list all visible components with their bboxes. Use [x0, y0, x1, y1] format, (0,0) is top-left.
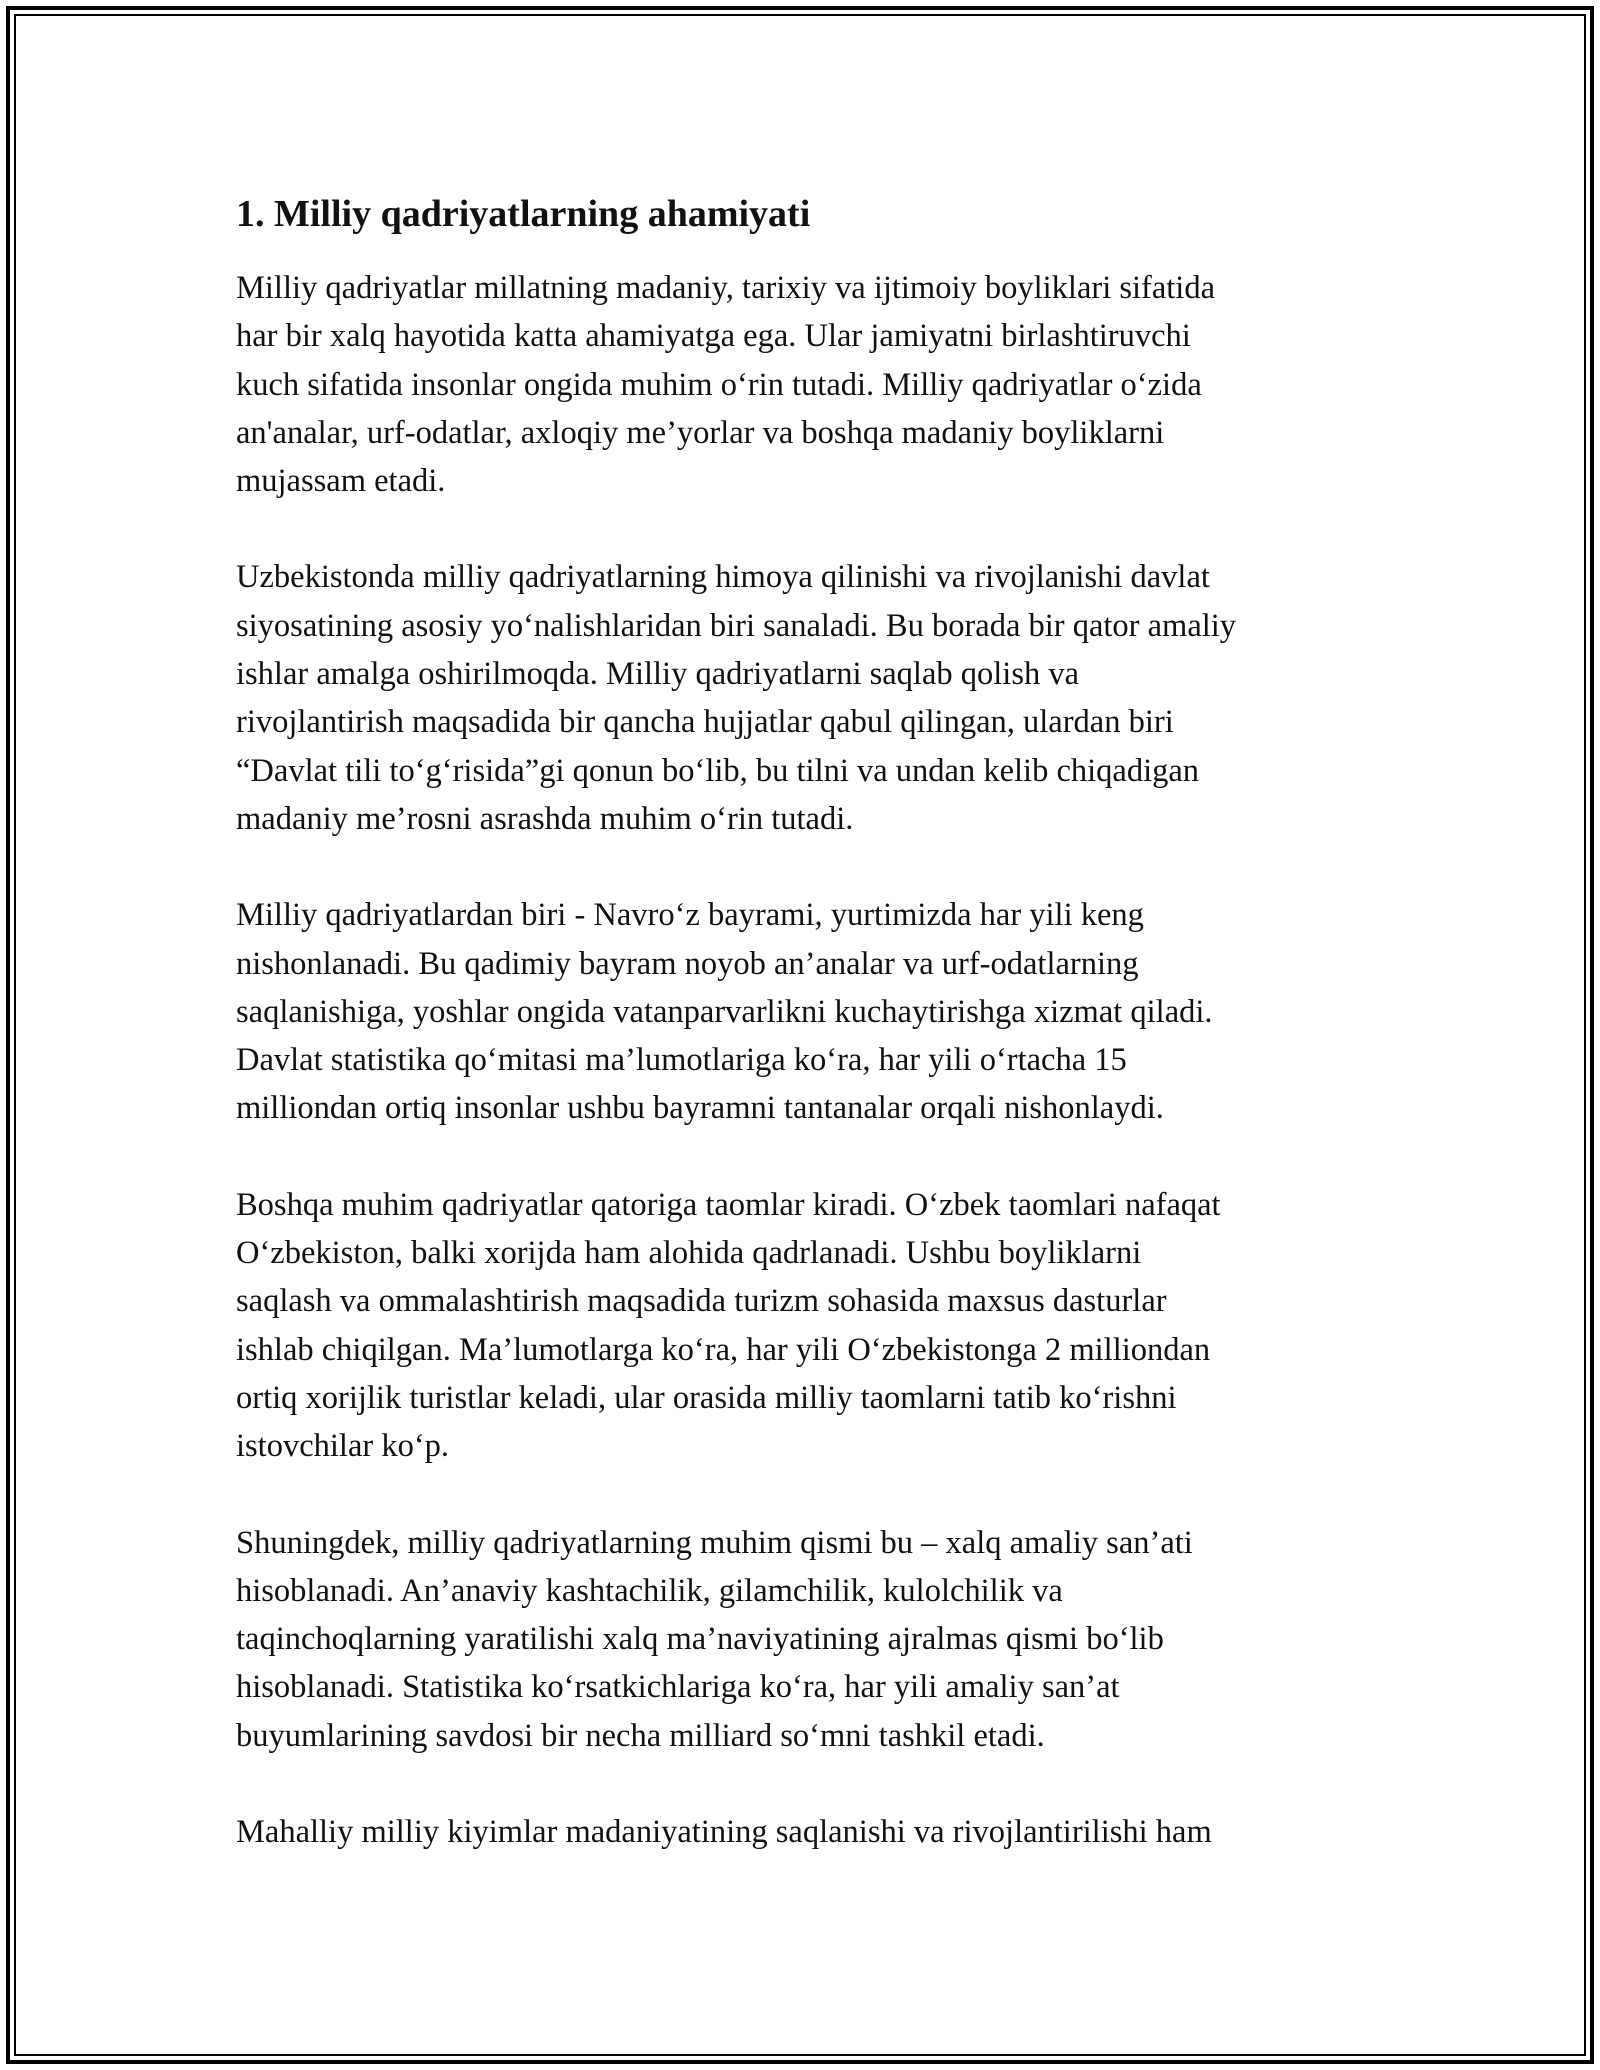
paragraph-4	[236, 1181, 1376, 1471]
text-line: Uzbekistonda milliy qadriyatlarning himoya qilinishi va rivojlanishi davlat	[236, 559, 1210, 596]
text-line: ortiq xorijlik turistlar keladi, ular orasida milliy taomlarni tatib ko‘rishni	[236, 1379, 1177, 1416]
text-line: saqlanishiga, yoshlar ongida vatanparvarlikni kuchaytirishga xizmat qiladi.	[236, 993, 1213, 1030]
text-line: rivojlantirish maqsadida bir qancha hujjatlar qabul qilingan, ulardan biri	[236, 704, 1174, 741]
text-line: buyumlarining savdosi bir necha milliard so‘mni tashkil etadi.	[236, 1717, 1045, 1754]
text-line: hisoblanadi. An’anaviy kashtachilik, gilamchilik, kulolchilik va	[236, 1572, 1063, 1609]
text-line: ishlab chiqilgan. Ma’lumotlarga ko‘ra, har yili O‘zbekistonga 2 milliondan	[236, 1331, 1211, 1368]
text-line: taqinchoqlarning yaratilishi xalq ma’naviyatining ajralmas qismi bo‘lib	[236, 1621, 1164, 1658]
text-line: an'analar, urf-odatlar, axloqiy me’yorlar va boshqa madaniy boyliklarni	[236, 414, 1165, 451]
document-body	[236, 186, 1376, 1904]
text-line: saqlash va ommalashtirish maqsadida turizm sohasida maxsus dasturlar	[236, 1283, 1167, 1320]
paragraph-6	[236, 1808, 1376, 1856]
text-line: kuch sifatida insonlar ongida muhim o‘rin tutadi. Milliy qadriyatlar o‘zida	[236, 366, 1202, 403]
text-line: O‘zbekiston, balki xorijda ham alohida qadrlanadi. Ushbu boyliklarni	[236, 1235, 1142, 1272]
text-line: Milliy qadriyatlardan biri - Navro‘z bayrami, yurtimizda har yili keng	[236, 897, 1144, 934]
text-line: Davlat statistika qo‘mitasi ma’lumotlariga ko‘ra, har yili o‘rtacha 15	[236, 1042, 1127, 1079]
paragraph-5	[236, 1519, 1376, 1760]
paragraph-1	[236, 264, 1376, 505]
section-heading: 1. Milliy qadriyatlarning ahamiyati	[236, 193, 811, 235]
paragraph-2	[236, 553, 1376, 843]
text-line: ishlar amalga oshirilmoqda. Milliy qadriyatlarni saqlab qolish va	[236, 656, 1080, 693]
text-line: “Davlat tili to‘g‘risida”gi qonun bo‘lib, bu tilni va undan kelib chiqadigan	[236, 752, 1200, 789]
text-line: Shuningdek, milliy qadriyatlarning muhim qismi bu – xalq amaliy san’ati	[236, 1524, 1193, 1561]
text-line: hisoblanadi. Statistika ko‘rsatkichlariga ko‘ra, har yili amaliy san’at	[236, 1669, 1120, 1706]
text-line: mujassam etadi.	[236, 463, 446, 500]
text-line: Milliy qadriyatlar millatning madaniy, tarixiy va ijtimoiy boyliklari sifatida	[236, 270, 1216, 306]
text-line: har bir xalq hayotida katta ahamiyatga ega. Ular jamiyatni birlashtiruvchi	[236, 318, 1191, 355]
text-line: nishonlanadi. Bu qadimiy bayram noyob an’analar va urf-odatlarning	[236, 945, 1139, 982]
text-line: istovchilar ko‘p.	[236, 1428, 450, 1465]
text-line: siyosatining asosiy yo‘nalishlaridan biri sanaladi. Bu borada bir qator amaliy	[236, 607, 1237, 644]
text-line: Boshqa muhim qadriyatlar qatoriga taomlar kiradi. O‘zbek taomlari nafaqat	[236, 1186, 1221, 1223]
text-line: madaniy me’rosni asrashda muhim o‘rin tutadi.	[236, 800, 854, 837]
text-line: milliondan ortiq insonlar ushbu bayramni tantanalar orqali nishonlaydi.	[236, 1090, 1164, 1127]
paragraph-3	[236, 891, 1376, 1132]
text-line: Mahalliy milliy kiyimlar madaniyatining saqlanishi va rivojlantirilishi ham	[236, 1814, 1212, 1851]
